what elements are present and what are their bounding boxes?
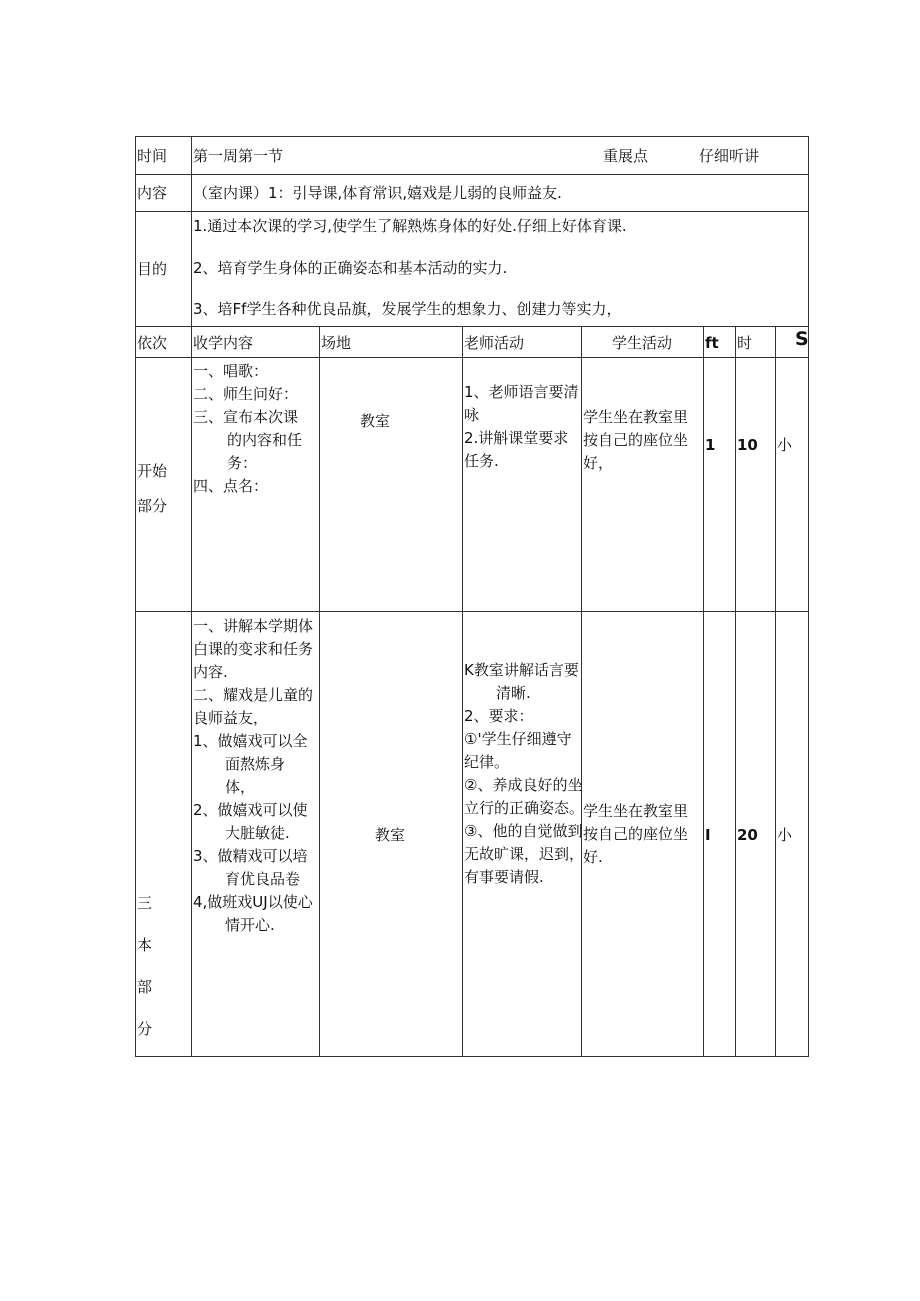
content-line: 3、做精戏可以培 xyxy=(193,847,308,865)
row-divider xyxy=(135,326,809,327)
content-line: 白课的变求和任务 xyxy=(193,640,314,658)
time-label: 时间 xyxy=(137,147,168,165)
teacher-line: ③、他的自觉做到 xyxy=(464,822,583,840)
goal-item: 1.通过本次课的学习,使学生了解熟炼身体的好处.仔细上好体育课. xyxy=(193,217,627,235)
content-line: 的内容和任 xyxy=(227,431,303,449)
table-border-top xyxy=(135,136,809,137)
start-count: 1 xyxy=(705,436,716,454)
student-line: 好， xyxy=(583,454,614,472)
basic-count: I xyxy=(705,826,711,844)
table-border-left xyxy=(135,136,136,1057)
basic-venue: 教室 xyxy=(375,826,406,844)
teacher-line: 有事要请假. xyxy=(464,868,544,886)
basic-extra: 小 xyxy=(777,826,793,844)
teacher-line: 清晰. xyxy=(496,684,531,702)
start-section-name: 开始 xyxy=(137,462,168,480)
content-label: 内容 xyxy=(137,184,168,202)
teacher-line: ①'学生仔细遵守 xyxy=(464,730,572,748)
start-teacher-activity xyxy=(464,381,579,473)
teacher-line: K教室讲解话言要 xyxy=(464,661,579,679)
content-line: 二、耀戏是儿童的 xyxy=(193,686,314,704)
teacher-line: 咏 xyxy=(464,406,480,424)
student-line: 学生坐在教室里 xyxy=(583,802,689,820)
content-line: 1、做嬉戏可以全 xyxy=(193,732,308,750)
content-line: 一、讲解本学期体 xyxy=(193,617,314,635)
content-line: 内容. xyxy=(193,663,228,681)
content-line: 二、师生问好： xyxy=(193,385,299,403)
header-teacher: 老师活动 xyxy=(464,334,525,352)
teacher-line: 无故旷课，迟到， xyxy=(464,845,585,863)
goal-label: 目的 xyxy=(137,260,168,278)
goal-item: 3、培Ff学生各种优良品旗，发展学生的想象力、创建力等实力， xyxy=(193,300,622,318)
header-content: 收学内容 xyxy=(193,334,254,352)
content-line: 2、做嬉戏可以使 xyxy=(193,801,308,819)
teacher-line: 任务. xyxy=(464,452,499,470)
teacher-line: 立行的正确姿态。 xyxy=(464,799,585,817)
col-divider xyxy=(703,326,704,1057)
student-line: 好. xyxy=(583,848,603,866)
key-point-value: 仔细听讲 xyxy=(699,147,760,165)
col-divider xyxy=(191,136,192,1057)
teacher-line: 1、老师语言要清 xyxy=(464,383,579,401)
basic-section-name: 三 xyxy=(137,894,153,912)
time-value: 第一周第一节 xyxy=(193,147,284,165)
header-extra: S xyxy=(795,328,809,350)
student-line: 按自己的座位坐 xyxy=(583,431,689,449)
col-divider xyxy=(775,326,776,1057)
start-extra: 小 xyxy=(777,436,793,454)
lesson-plan-table xyxy=(135,136,809,1056)
content-line: 三、宣布本次课 xyxy=(193,408,299,426)
basic-teacher-activity xyxy=(464,659,584,889)
content-line: 情开心. xyxy=(225,916,275,934)
basic-section-name: 本 xyxy=(137,936,153,954)
row-divider xyxy=(135,211,809,212)
start-section-name: 部分 xyxy=(137,497,168,515)
col-divider xyxy=(735,326,736,1057)
student-line: 按自己的座位坐 xyxy=(583,825,689,843)
content-line: 一、唱歌： xyxy=(193,362,269,380)
row-divider xyxy=(135,357,809,358)
content-line: 务： xyxy=(227,454,258,472)
basic-student-activity xyxy=(583,800,688,869)
teacher-line: ②、养成良好的坐 xyxy=(464,776,583,794)
content-line: 四、点名： xyxy=(193,477,269,495)
col-divider xyxy=(319,326,320,1057)
start-student-activity xyxy=(583,406,688,475)
row-divider xyxy=(135,174,809,175)
start-venue: 教室 xyxy=(360,412,391,430)
student-line: 学生坐在教室里 xyxy=(583,408,689,426)
basic-content xyxy=(193,615,313,937)
teacher-line: 2.讲斛课堂要求 xyxy=(464,429,569,447)
teacher-line: 纪律。 xyxy=(464,753,510,771)
basic-section-name: 分 xyxy=(137,1020,153,1038)
table-border-bottom xyxy=(135,1056,809,1057)
start-time: 10 xyxy=(737,436,758,454)
content-line: 面熬炼身 xyxy=(225,755,286,773)
content-line: 4,做班戏UJ以使心 xyxy=(193,893,313,911)
goal-item: 2、培育学生身体的正确姿态和基本活动的实力. xyxy=(193,259,508,277)
content-line: 大脏敏徒. xyxy=(225,824,290,842)
header-venue: 场地 xyxy=(321,334,352,352)
row-divider xyxy=(135,611,809,612)
teacher-line: 2、要求： xyxy=(464,707,534,725)
header-count: ft xyxy=(705,334,719,352)
header-order: 依次 xyxy=(137,334,168,352)
content-line: 良师益友， xyxy=(193,709,269,727)
header-time: 时 xyxy=(737,334,753,352)
content-line: 体， xyxy=(225,778,256,796)
basic-section-name: 部 xyxy=(137,978,153,996)
start-content xyxy=(193,360,302,498)
key-point-label: 重展点 xyxy=(603,147,649,165)
basic-time: 20 xyxy=(737,826,758,844)
content-line: 育优良品卷 xyxy=(225,870,301,888)
col-divider xyxy=(462,326,463,1057)
table-border-right xyxy=(808,136,809,1057)
content-value: （室内课）1：引导课,体育常识,嬉戏是儿弱的良师益友. xyxy=(193,184,562,202)
header-student: 学生活动 xyxy=(612,334,673,352)
